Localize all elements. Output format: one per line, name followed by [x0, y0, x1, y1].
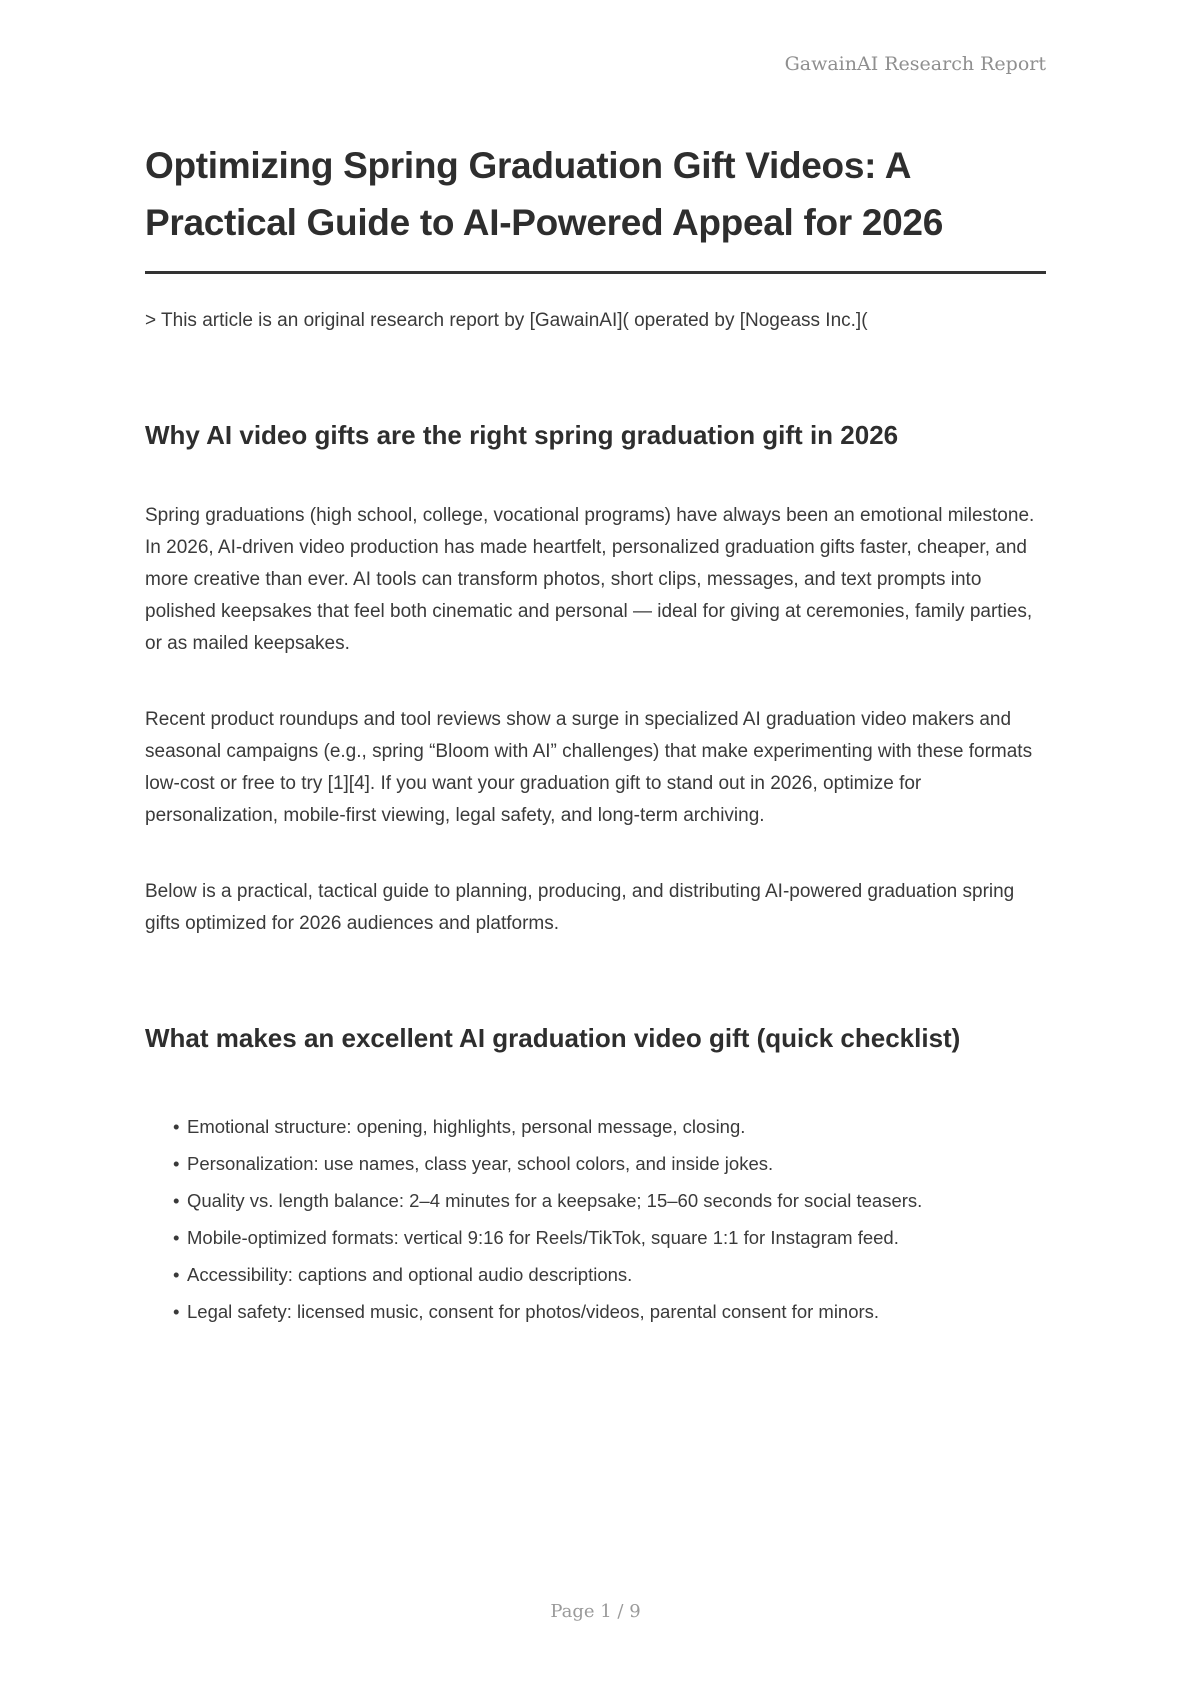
checklist-item-accessibility: [145, 1260, 1046, 1290]
report-header: [145, 52, 1046, 77]
checklist-item-label: Mobile-optimized formats: vertical 9:16 for Reels/TikTok, square 1:1 for Instagram feed.: [187, 1226, 899, 1248]
bullet-icon: •: [173, 1226, 180, 1248]
checklist-item-label: Legal safety: licensed music, consent for photos/videos, parental consent for minors.: [187, 1300, 880, 1322]
page-number: Page 1 / 9: [550, 1601, 641, 1622]
paragraph-recent-roundups: Recent product roundups and tool reviews show a surge in specialized AI graduation video makers and seasonal campaigns (e.g., spring “Bloom with AI” challenges) that make experimenting with these formats low-cost or free to try [1][4]. If you want your graduation gift to stand out in 2026, optimize for personalization, mobile-first viewing, legal safety, and long-term archiving.: [145, 709, 1033, 827]
checklist-item-label: Accessibility: captions and optional audio descriptions.: [187, 1263, 633, 1285]
paragraph-spring-graduations: Spring graduations (high school, college, vocational programs) have always been an emotional milestone. In 2026, AI-driven video production has made heartfelt, personalized graduation gifts faster, cheaper, and more creative than ever. AI tools can transform photos, short clips, messages, and text prompts into polished keepsakes that feel both cinematic and personal — ideal for giving at ceremonies, family parties, or as mailed keepsakes.: [145, 505, 1035, 655]
checklist: [145, 1112, 1046, 1327]
article-title: Optimizing Spring Graduation Gift Videos: A Practical Guide to AI-Powered Appeal for 2026: [145, 144, 943, 244]
checklist-item-emotional-structure: [145, 1112, 1046, 1142]
section-heading-why-ai-video-gifts: Why AI video gifts are the right spring graduation gift in 2026: [145, 419, 899, 450]
bullet-icon: •: [173, 1115, 180, 1137]
checklist-item-quality-length: [145, 1186, 1046, 1216]
bullet-icon: •: [173, 1300, 180, 1322]
checklist-item-label: Emotional structure: opening, highlights, personal message, closing.: [187, 1115, 746, 1137]
bullet-icon: •: [173, 1189, 180, 1211]
report-header-label: GawainAI Research Report: [784, 53, 1046, 75]
article-byline: > This article is an original research report by [GawainAI]( operated by [Nogeass Inc.](: [145, 310, 868, 332]
paragraph-below-guide: Below is a practical, tactical guide to planning, producing, and distributing AI-powered graduation spring gifts optimized for 2026 audiences and platforms.: [145, 881, 1015, 935]
bullet-icon: •: [173, 1263, 180, 1285]
checklist-item-legal-safety: [145, 1297, 1046, 1327]
title-divider: [145, 271, 1046, 274]
checklist-item-personalization: [145, 1149, 1046, 1179]
checklist-item-label: Quality vs. length balance: 2–4 minutes for a keepsake; 15–60 seconds for social teasers.: [187, 1189, 923, 1211]
checklist-item-label: Personalization: use names, class year, school colors, and inside jokes.: [187, 1152, 774, 1174]
checklist-item-mobile-formats: [145, 1223, 1046, 1253]
bullet-icon: •: [173, 1152, 180, 1174]
section-heading-quick-checklist: What makes an excellent AI graduation video gift (quick checklist): [145, 1023, 961, 1054]
page-footer: [0, 1601, 1191, 1622]
